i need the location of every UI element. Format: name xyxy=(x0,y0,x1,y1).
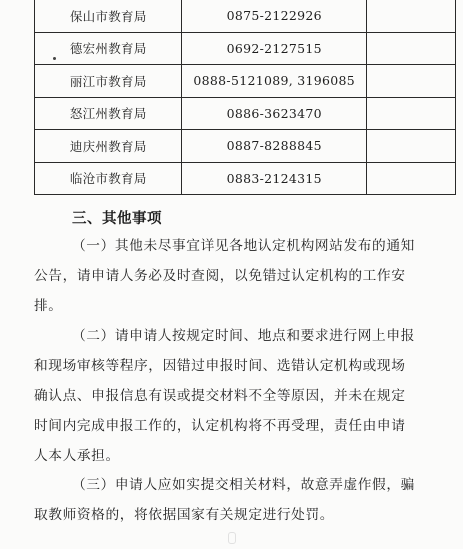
paragraph-line: （一）其他未尽事宜详见各地认定机构网站发布的通知 xyxy=(72,238,415,254)
phone-number: 0886-3623470 xyxy=(182,97,367,130)
section-heading: 三、其他事项 xyxy=(72,211,162,227)
paragraph-line: 时间内完成申报工作的，认定机构将不再受理，责任由申请 xyxy=(34,418,406,434)
bureau-name: 德宏州教育局 xyxy=(35,32,182,65)
contact-table xyxy=(34,0,456,195)
phone-number: 0887-8288845 xyxy=(182,130,367,163)
bureau-name: 临沧市教育局 xyxy=(35,162,182,195)
empty-cell xyxy=(367,32,456,65)
paragraph-line: 取教师资格的，将依据国家有关规定进行处罚。 xyxy=(34,507,335,523)
table-row xyxy=(35,97,456,130)
paragraph-line: 排。 xyxy=(34,298,63,314)
table-row xyxy=(35,65,456,98)
paragraph-line: 公告，请申请人务必及时查阅，以免错过认定机构的工作安 xyxy=(34,268,406,284)
phone-number: 0888-5121089, 3196085 xyxy=(182,65,367,98)
empty-cell xyxy=(367,162,456,195)
table-row xyxy=(35,0,456,32)
paragraph-1 xyxy=(34,231,444,321)
paragraph-3 xyxy=(34,470,444,530)
scan-speck xyxy=(53,57,56,60)
phone-number: 0875-2122926 xyxy=(182,0,367,32)
paragraph-2 xyxy=(34,321,444,471)
empty-cell xyxy=(367,0,456,32)
phone-number: 0883-2124315 xyxy=(182,162,367,195)
phone-number: 0692-2127515 xyxy=(182,32,367,65)
table-row xyxy=(35,130,456,163)
bureau-name: 保山市教育局 xyxy=(35,0,182,32)
table-row xyxy=(35,32,456,65)
scan-artifact xyxy=(228,532,236,544)
table-row xyxy=(35,162,456,195)
paragraph-line: （三）申请人应如实提交相关材料，故意弄虚作假，骗 xyxy=(72,477,415,493)
empty-cell xyxy=(367,65,456,98)
bureau-name: 迪庆州教育局 xyxy=(35,130,182,163)
empty-cell xyxy=(367,130,456,163)
paragraph-line: 和现场审核等程序，因错过申报时间、选错认定机构或现场 xyxy=(34,358,406,374)
paragraph-line: （二）请申请人按规定时间、地点和要求进行网上申报 xyxy=(72,328,415,344)
paragraph-line: 确认点、申报信息有误或提交材料不全等原因，并未在规定 xyxy=(34,388,406,404)
paragraph-line: 人本人承担。 xyxy=(34,448,120,464)
empty-cell xyxy=(367,97,456,130)
bureau-name: 怒江州教育局 xyxy=(35,97,182,130)
bureau-name: 丽江市教育局 xyxy=(35,65,182,98)
